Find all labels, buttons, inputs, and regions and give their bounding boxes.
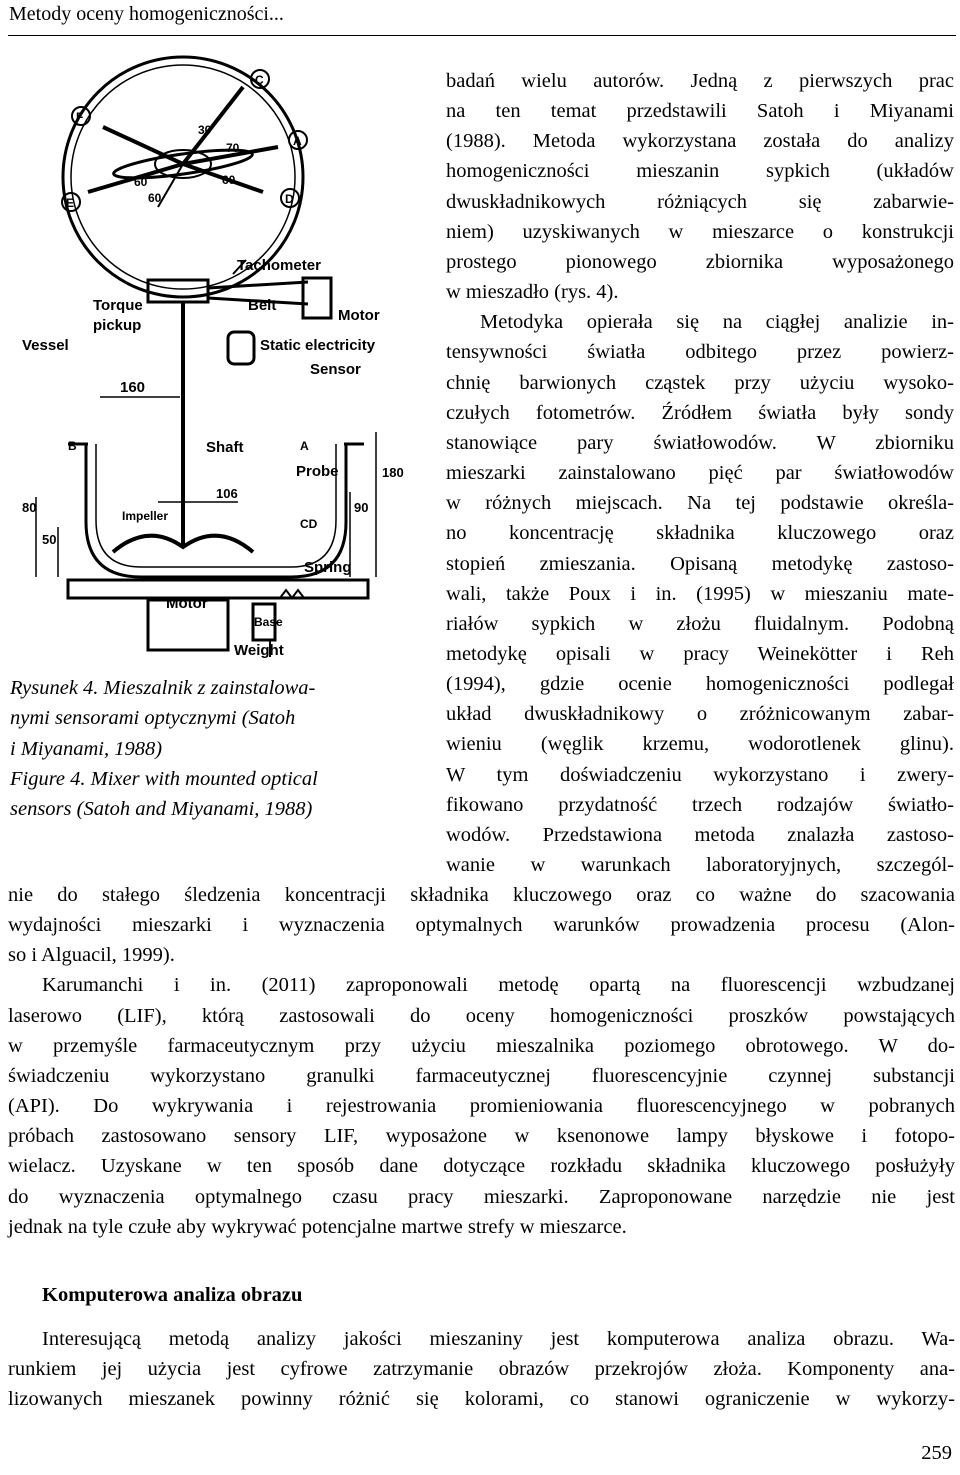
figure-caption: [10, 673, 410, 824]
sensor-line-f: [103, 127, 183, 164]
sensor-cylinder: [228, 332, 254, 364]
label-dim-180: 180: [382, 465, 404, 480]
label-belt: Belt: [248, 297, 277, 314]
text-line: badań wielu autorów. Jedną z pierwszych prac: [446, 70, 954, 92]
text-line: wali, także Poux i in. (1995) w mieszaniu mate-: [446, 582, 954, 605]
marker-cd-side: CD: [300, 517, 318, 531]
marker-a-side: A: [300, 439, 309, 453]
right-column-text: [446, 66, 954, 880]
label-angle-60b: 60: [148, 191, 162, 205]
text-line: wodów. Przedstawiona metoda znalazła zastoso-: [446, 823, 954, 846]
running-head: Metody oceny homogeniczności...: [9, 3, 284, 25]
text-line: riałów sypkich w złożu fluidalnym. Podobną: [446, 612, 954, 635]
label-angle-60a: 60: [134, 175, 148, 189]
text-line: w przemyśle farmaceutycznym przy użyciu mieszalnika poziomego obrotowego. W do-: [8, 1034, 955, 1057]
text-line: no koncentrację składnika kluczowego oraz: [446, 522, 954, 545]
belt-top: [208, 282, 308, 288]
marker-d: D: [285, 192, 294, 206]
text-line: nie do stałego śledzenia koncentracji składnika kluczowego oraz co ważne do szacowania: [8, 884, 955, 906]
caption-line: i Miyanami, 1988): [10, 737, 163, 760]
text-line: W tym doświadczeniu wykorzystano i zwery-: [446, 763, 954, 786]
text-line: świadczeniu wykorzystano granulki farmaceutycznej fluorescencyjnie czynnej substancji: [8, 1064, 955, 1087]
text-line: (API). Do wykrywania i rejestrowania promieniowania fluorescencyjnego w pobranych: [8, 1095, 955, 1118]
label-vessel: Vessel: [22, 337, 69, 354]
text-line: wanie w warunkach laboratoryjnych, szczegól-: [446, 854, 954, 877]
caption-line: Figure 4. Mixer with mounted optical: [10, 767, 318, 790]
marker-f: F: [76, 110, 84, 124]
label-motor-top: Motor: [338, 307, 380, 324]
full-width-text-1: [8, 880, 955, 1242]
text-line: wieniu (węglik krzemu, wodorotlenek glinu).: [446, 733, 954, 756]
label-dim-106: 106: [216, 486, 238, 501]
torque-pickup-box: [148, 280, 208, 302]
label-shaft: Shaft: [206, 439, 244, 456]
text-line: tensywności światła odbitego przez powierz-: [446, 341, 954, 364]
text-line: niem) uzyskiwanych w mieszarce o konstrukcji: [446, 220, 954, 243]
label-angle-70: 70: [226, 141, 240, 155]
text-line: czułych fotometrów. Źródłem światła były sondy: [446, 401, 954, 424]
text-line: wielacz. Uzyskane w ten sposób dane dotyczące rozkładu składnika kluczowego posłużyły: [8, 1155, 955, 1178]
marker-c: C: [255, 73, 264, 87]
label-sensor: Sensor: [310, 361, 361, 378]
page-number: 259: [921, 1442, 952, 1464]
label-dim-80: 80: [22, 500, 37, 515]
text-line: (1994), gdzie ocenie homogeniczności podlegał: [446, 673, 954, 696]
label-tachometer: Tachometer: [237, 257, 321, 274]
label-weight: Weight: [234, 642, 284, 659]
caption-line: Rysunek 4. Mieszalnik z zainstalowa-: [10, 677, 316, 699]
text-line: próbach zastosowano sensory LIF, wyposażone w ksenonowe lampy błyskowe i fotopo-: [8, 1125, 955, 1148]
header-rule: [8, 35, 956, 36]
label-probe: Probe: [296, 463, 339, 480]
text-line: wydajności mieszarki i wyznaczenia optymalnych warunków prowadzenia procesu (Alon-: [8, 914, 955, 937]
text-line: dwuskładnikowych różniących się zabarwie-: [446, 190, 954, 213]
text-line: homogeniczności mieszanin sypkich (układów: [446, 160, 954, 183]
label-static-electricity: Static electricity: [260, 337, 376, 354]
top-motor-box: [303, 278, 331, 318]
caption-line: sensors (Satoh and Miyanami, 1988): [10, 798, 313, 821]
figure-mixer-diagram: [8, 52, 428, 667]
text-line: runkiem jej użycia jest cyfrowe zatrzymanie obrazów przekrojów złoża. Komponenty ana-: [8, 1358, 955, 1381]
text-line: w mieszadło (rys. 4).: [446, 281, 619, 304]
text-line: (1988). Metoda wykorzystana została do analizy: [446, 130, 954, 153]
label-impeller: Impeller: [122, 509, 169, 523]
text-line: w różnych miejscach. Na tej podstawie określa-: [446, 492, 954, 515]
text-line: układ dwuskładnikowy o zróżnicowanym zabar-: [446, 703, 954, 726]
text-line: stopień zmieszania. Opisaną metodykę zastoso-: [446, 552, 954, 575]
label-motor-bottom: Motor: [166, 595, 208, 612]
text-line: Metodyka opierała się na ciągłej analizie in-: [480, 311, 954, 334]
label-dim-160: 160: [120, 379, 146, 396]
mixer-diagram-svg: [8, 52, 428, 667]
marker-b-side: B: [68, 439, 77, 453]
text-line: stanowiące pary światłowodów. W zbiorniku: [446, 431, 954, 454]
text-line: fikowano przydatność trzech rodzajów światło-: [446, 793, 954, 816]
base-platform: [68, 580, 368, 598]
marker-a: A: [293, 134, 302, 148]
label-spring: Spring: [304, 559, 352, 576]
label-pickup: pickup: [93, 317, 142, 334]
text-line: laserowo (LIF), którą zastosowali do oceny homogeniczności proszków powstających: [8, 1004, 955, 1027]
full-width-text-2: [8, 1324, 955, 1414]
text-line: chnię barwionych cząstek przy użyciu wysoko-: [446, 371, 954, 394]
text-line: Karumanchi i in. (2011) zaproponowali metodę opartą na fluorescencji wzbudzanej: [42, 974, 955, 997]
marker-e: E: [66, 196, 75, 210]
text-line: metodykę opisali w pracy Weinekötter i Reh: [446, 642, 954, 665]
label-angle-60c: 60: [222, 173, 236, 187]
label-base: Base: [254, 615, 283, 629]
text-line: Interesującą metodą analizy jakości mieszaniny jest komputerowa analiza obrazu. Wa-: [42, 1328, 955, 1350]
section-heading: Komputerowa analiza obrazu: [42, 1284, 303, 1306]
label-torque: Torque: [93, 297, 143, 314]
text-line: jednak na tyle czułe aby wykrywać potencjalne martwe strefy w mieszarce.: [8, 1215, 627, 1238]
text-line: prostego pionowego zbiornika wyposażonego: [446, 250, 954, 273]
label-dim-90: 90: [354, 500, 369, 515]
label-angle-30: 30: [198, 123, 212, 137]
text-line: mieszarki zainstalowano pięć par światłowodów: [446, 462, 954, 485]
text-line: do wyznaczenia optymalnego czasu pracy mieszarki. Zaproponowane narzędzie nie jest: [8, 1185, 955, 1208]
caption-line: nymi sensorami optycznymi (Satoh: [10, 707, 296, 730]
label-dim-50: 50: [42, 532, 57, 547]
text-line: na ten temat przedstawili Satoh i Miyanami: [446, 100, 954, 123]
text-line: so i Alguacil, 1999).: [8, 944, 175, 967]
text-line: lizowanych mieszanek powinny różnić się kolorami, co stanowi ograniczenie w wykorzy-: [8, 1388, 955, 1411]
